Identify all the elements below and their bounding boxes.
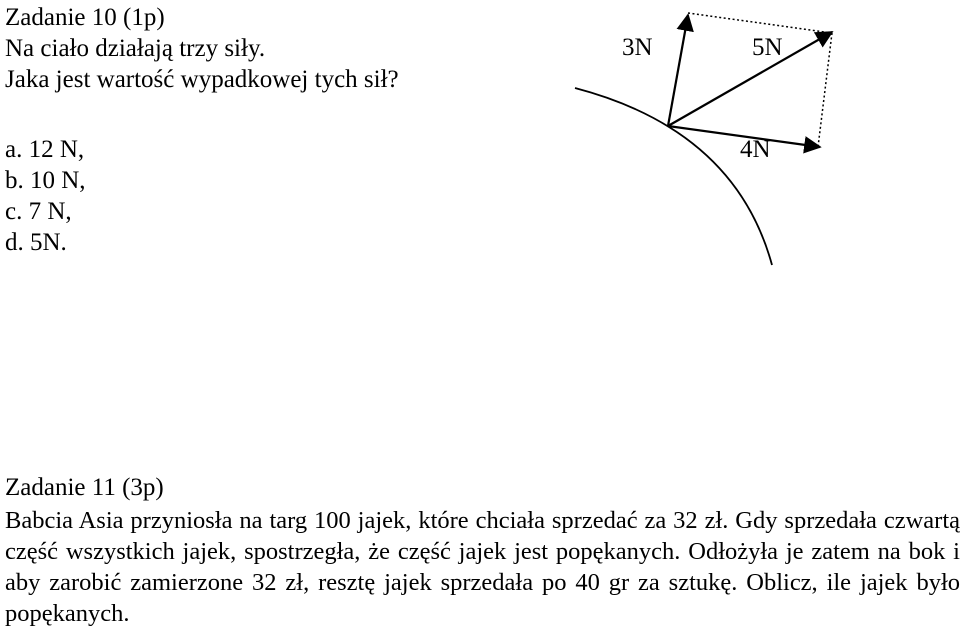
task10-title: Zadanie 10 (1p) <box>5 4 165 31</box>
dotted-guide-top <box>688 13 832 33</box>
label-4n: 4N <box>740 136 771 163</box>
task11-text: Babcia Asia przyniosła na targ 100 jajek, które chciała sprzedać za 32 zł. Gdy sprzedała czwartą część wszystkich jajek, spostrzegła, że część jajek jest popękanych. Odłożyła je zatem na bok i aby zarobić zamierzone 32 zł, resztę jajek sprzedała po 40 gr za sztukę. Oblicz, ile jajek było popękanych. <box>5 507 960 627</box>
label-5n: 5N <box>752 34 783 61</box>
answer-option-d: d. 5N. <box>5 229 67 256</box>
label-3n: 3N <box>622 34 653 61</box>
answer-option-c: c. 7 N, <box>5 198 72 225</box>
force-diagram <box>560 0 860 270</box>
body-outline <box>575 88 772 265</box>
answer-option-b: b. 10 N, <box>5 167 86 194</box>
force-5n-arrow <box>668 32 832 126</box>
dotted-guide-right <box>818 33 832 147</box>
force-3n-arrow <box>668 15 688 126</box>
task11-title: Zadanie 11 (3p) <box>5 474 164 501</box>
answer-option-a: a. 12 N, <box>5 136 85 163</box>
task10-line1: Na ciało działają trzy siły. <box>5 35 266 62</box>
task10-question: Jaka jest wartość wypadkowej tych sił? <box>5 66 399 93</box>
